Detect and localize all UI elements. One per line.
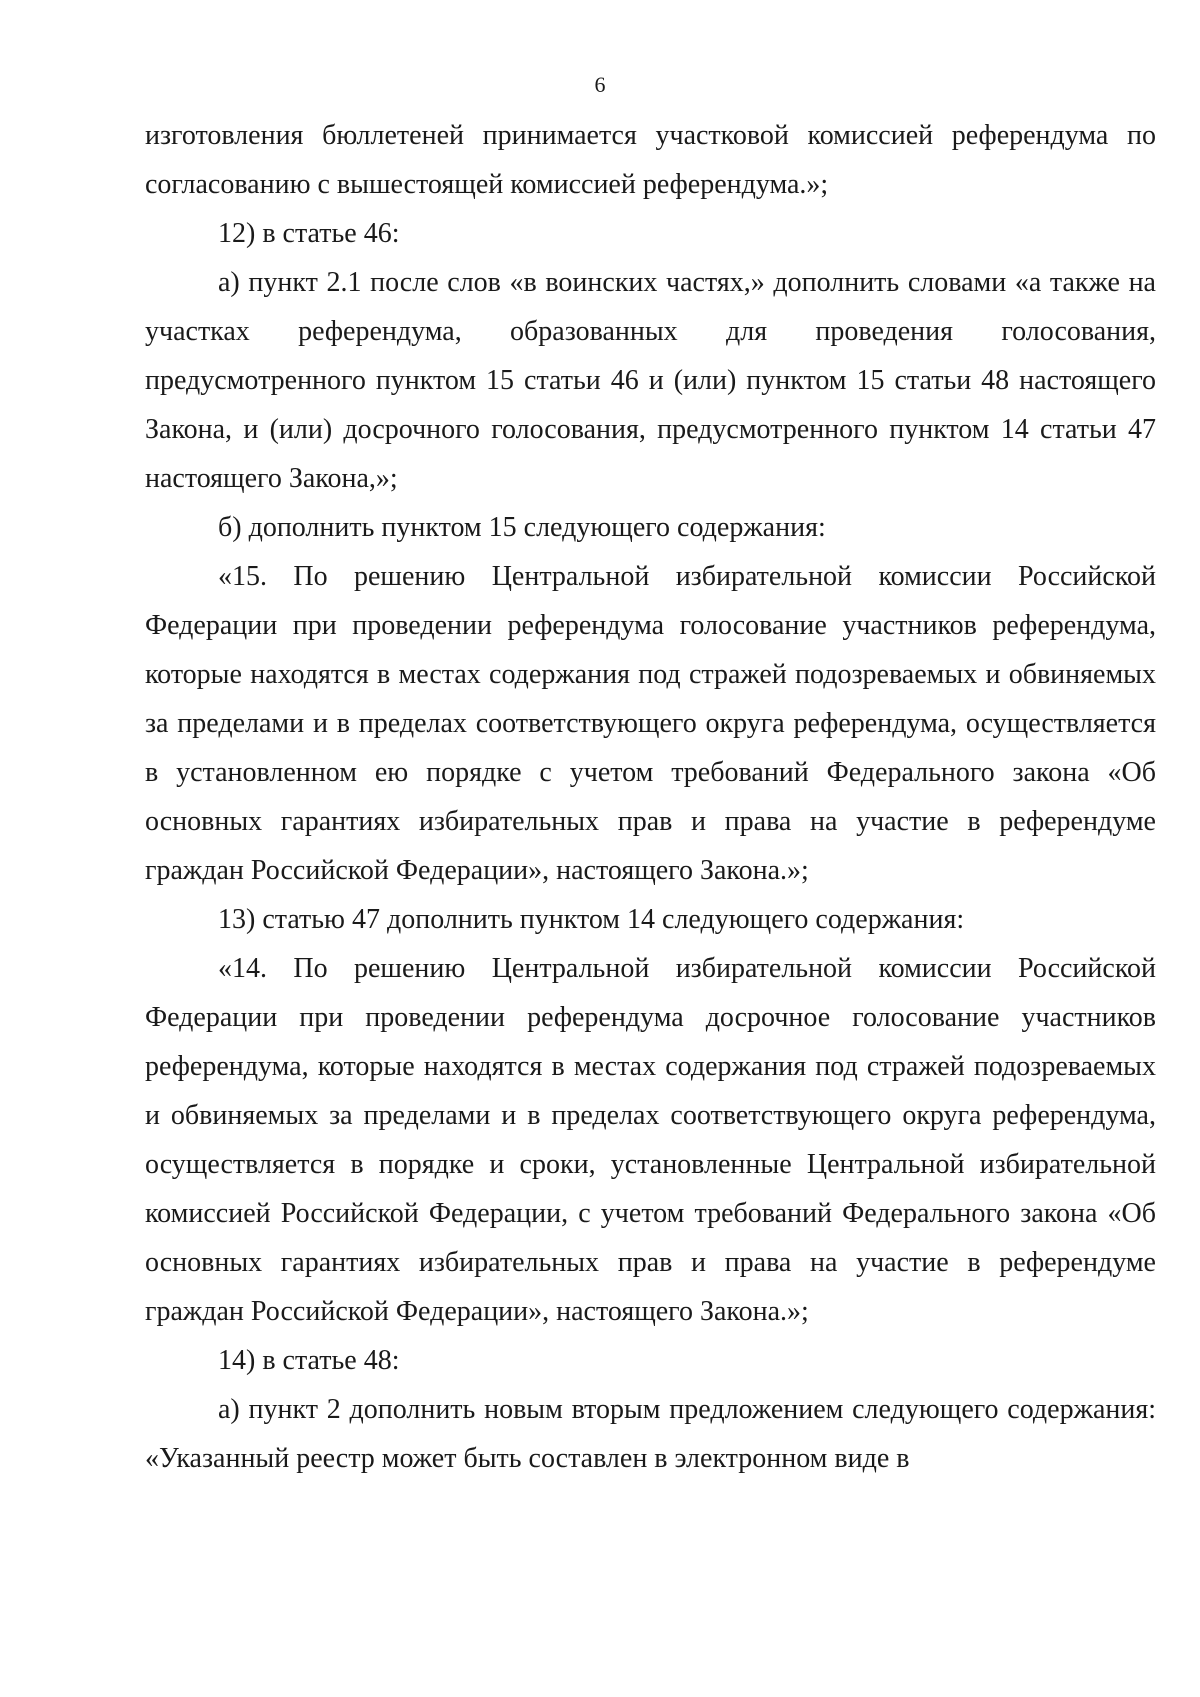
document-body	[145, 111, 1156, 1483]
paragraph-subitem-a: а) пункт 2.1 после слов «в воинских частях,» дополнить словами «а также на участках референдума, образованных для проведения голосования, предусмотренного пунктом 15 статьи 46 и (или) пунктом 15 статьи 48 настоящего Закона, и (или) досрочного голосования, предусмотренного пунктом 14 статьи 47 настоящего Закона,»;	[145, 267, 1156, 494]
page-number: 6	[594, 72, 606, 97]
paragraph-item-14: 14) в статье 48:	[218, 1345, 400, 1376]
paragraph-continuation: изготовления бюллетеней принимается участковой комиссией референдума по согласованию с вышестоящей комиссией референдума.»;	[145, 120, 1156, 200]
paragraph-point-14: «14. По решению Центральной избирательной комиссии Российской Федерации при проведении референдума досрочное голосование участников референдума, которые находятся в местах содержания под стражей подозреваемых и обвиняемых за пределами и в пределах соответствующего округа референдума, осуществляется в порядке и сроки, установленные Центральной избирательной комиссией Российской Федерации, с учетом требований Федерального закона «Об основных гарантиях избирательных прав и права на участие в референдуме граждан Российской Федерации», настоящего Закона.»;	[145, 953, 1156, 1327]
paragraph-point-15: «15. По решению Центральной избирательной комиссии Российской Федерации при проведении референдума голосование участников референдума, которые находятся в местах содержания под стражей подозреваемых и обвиняемых за пределами и в пределах соответствующего округа референдума, осуществляется в установленном ею порядке с учетом требований Федерального закона «Об основных гарантиях избирательных прав и права на участие в референдуме граждан Российской Федерации», настоящего Закона.»;	[145, 561, 1156, 886]
paragraph-subitem-a-2: а) пункт 2 дополнить новым вторым предложением следующего содержания: «Указанный реестр может быть составлен в электронном виде в	[145, 1394, 1156, 1474]
paragraph-item-13: 13) статью 47 дополнить пунктом 14 следующего содержания:	[218, 904, 965, 935]
paragraph-subitem-b: б) дополнить пунктом 15 следующего содержания:	[218, 512, 826, 543]
paragraph-item-12: 12) в статье 46:	[218, 218, 400, 249]
